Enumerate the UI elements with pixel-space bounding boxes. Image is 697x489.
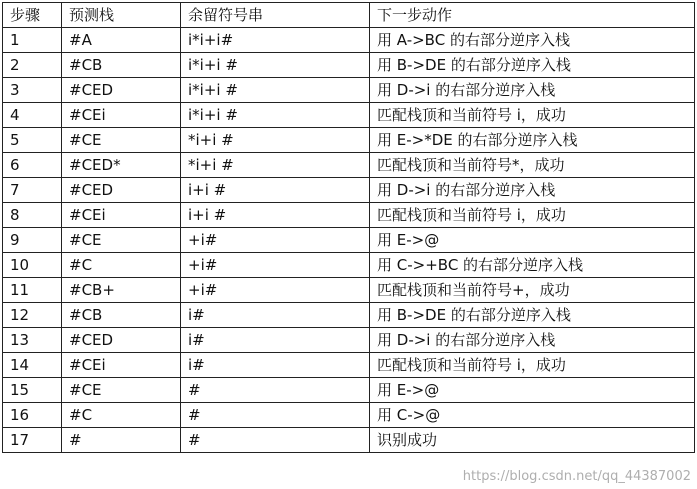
cell-remaining-input: i*i+i #	[181, 78, 370, 103]
cell-remaining-input: +i#	[181, 278, 370, 303]
cell-stack: #CED	[62, 178, 181, 203]
cell-step: 1	[3, 28, 62, 53]
cell-stack: #CE	[62, 128, 181, 153]
cell-stack: #CED	[62, 328, 181, 353]
cell-next-action: 匹配栈顶和当前符号 i，成功	[370, 203, 695, 228]
cell-step: 3	[3, 78, 62, 103]
cell-next-action: 用 D->i 的右部分逆序入栈	[370, 328, 695, 353]
cell-step: 2	[3, 53, 62, 78]
cell-stack: #C	[62, 253, 181, 278]
cell-step: 10	[3, 253, 62, 278]
table-row	[3, 228, 695, 253]
header-next-action: 下一步动作	[370, 3, 695, 28]
cell-stack: #CB+	[62, 278, 181, 303]
cell-next-action: 匹配栈顶和当前符号 i，成功	[370, 103, 695, 128]
cell-step: 12	[3, 303, 62, 328]
table-row	[3, 103, 695, 128]
cell-stack: #CED*	[62, 153, 181, 178]
table-row	[3, 278, 695, 303]
header-step: 步骤	[3, 3, 62, 28]
table-row	[3, 53, 695, 78]
cell-step: 4	[3, 103, 62, 128]
cell-step: 8	[3, 203, 62, 228]
cell-step: 15	[3, 378, 62, 403]
cell-next-action: 用 E->@	[370, 378, 695, 403]
cell-next-action: 用 E->@	[370, 228, 695, 253]
table-body	[3, 28, 695, 453]
cell-step: 9	[3, 228, 62, 253]
watermark: https://blog.csdn.net/qq_44387002	[462, 469, 691, 484]
cell-remaining-input: #	[181, 378, 370, 403]
cell-next-action: 匹配栈顶和当前符号*，成功	[370, 153, 695, 178]
cell-remaining-input: i*i+i #	[181, 103, 370, 128]
cell-remaining-input: +i#	[181, 253, 370, 278]
cell-step: 17	[3, 428, 62, 453]
table-row	[3, 303, 695, 328]
table-row	[3, 353, 695, 378]
cell-remaining-input: i#	[181, 328, 370, 353]
header-stack: 预测栈	[62, 3, 181, 28]
cell-remaining-input: i+i #	[181, 203, 370, 228]
cell-remaining-input: i#	[181, 353, 370, 378]
cell-remaining-input: i+i #	[181, 178, 370, 203]
cell-stack: #	[62, 428, 181, 453]
cell-step: 14	[3, 353, 62, 378]
cell-stack: #CE	[62, 228, 181, 253]
cell-stack: #CE	[62, 378, 181, 403]
cell-remaining-input: *i+i #	[181, 153, 370, 178]
table-row	[3, 378, 695, 403]
cell-next-action: 匹配栈顶和当前符号+，成功	[370, 278, 695, 303]
cell-next-action: 用 E->*DE 的右部分逆序入栈	[370, 128, 695, 153]
cell-stack: #C	[62, 403, 181, 428]
table-row	[3, 253, 695, 278]
cell-step: 7	[3, 178, 62, 203]
cell-remaining-input: i*i+i #	[181, 53, 370, 78]
cell-remaining-input: i#	[181, 303, 370, 328]
cell-remaining-input: *i+i #	[181, 128, 370, 153]
cell-stack: #A	[62, 28, 181, 53]
cell-remaining-input: #	[181, 428, 370, 453]
cell-stack: #CEi	[62, 103, 181, 128]
cell-next-action: 识别成功	[370, 428, 695, 453]
cell-stack: #CEi	[62, 353, 181, 378]
table-row	[3, 428, 695, 453]
cell-stack: #CB	[62, 53, 181, 78]
cell-stack: #CED	[62, 78, 181, 103]
table-row	[3, 328, 695, 353]
cell-step: 11	[3, 278, 62, 303]
table-row	[3, 78, 695, 103]
cell-stack: #CB	[62, 303, 181, 328]
table-row	[3, 28, 695, 53]
cell-step: 6	[3, 153, 62, 178]
ll1-parse-table	[2, 2, 695, 453]
cell-next-action: 用 C->+BC 的右部分逆序入栈	[370, 253, 695, 278]
cell-remaining-input: #	[181, 403, 370, 428]
table-row	[3, 128, 695, 153]
cell-next-action: 用 B->DE 的右部分逆序入栈	[370, 303, 695, 328]
cell-remaining-input: +i#	[181, 228, 370, 253]
cell-stack: #CEi	[62, 203, 181, 228]
header-remaining-input: 余留符号串	[181, 3, 370, 28]
cell-next-action: 用 D->i 的右部分逆序入栈	[370, 178, 695, 203]
cell-next-action: 用 C->@	[370, 403, 695, 428]
table-row	[3, 153, 695, 178]
table-row	[3, 178, 695, 203]
cell-step: 16	[3, 403, 62, 428]
table-header-row	[3, 3, 695, 28]
cell-step: 13	[3, 328, 62, 353]
table-row	[3, 203, 695, 228]
table-row	[3, 403, 695, 428]
cell-next-action: 匹配栈顶和当前符号 i，成功	[370, 353, 695, 378]
cell-next-action: 用 A->BC 的右部分逆序入栈	[370, 28, 695, 53]
cell-next-action: 用 D->i 的右部分逆序入栈	[370, 78, 695, 103]
cell-remaining-input: i*i+i#	[181, 28, 370, 53]
cell-next-action: 用 B->DE 的右部分逆序入栈	[370, 53, 695, 78]
cell-step: 5	[3, 128, 62, 153]
